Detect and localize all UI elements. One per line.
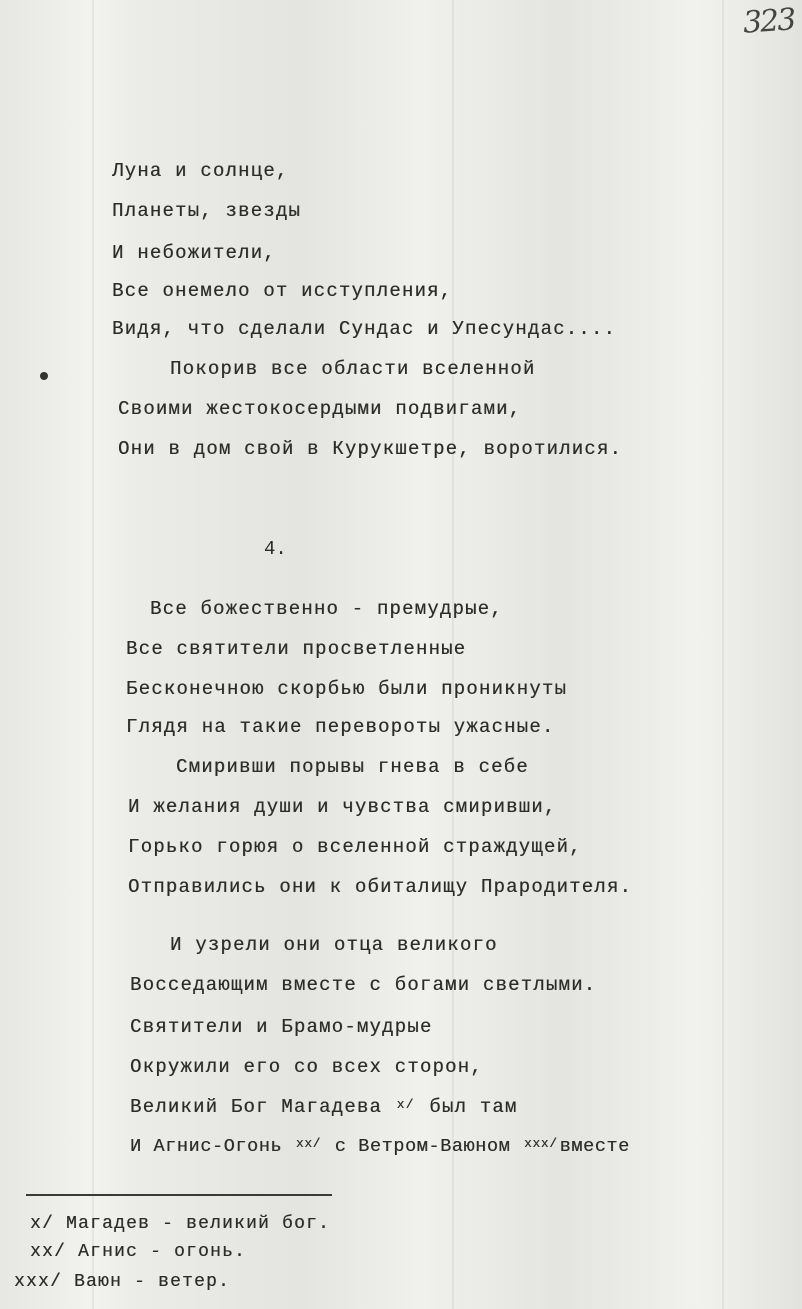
verse-line: Видя, что сделали Сундас и Упесундас.... — [112, 318, 617, 340]
verse-line-mahadeva — [130, 1096, 518, 1118]
footnote: хх/ Агнис - огонь. — [30, 1242, 247, 1262]
scan-streak — [722, 0, 724, 1309]
verse-line: Окружили его со всех сторон, — [130, 1056, 483, 1078]
footnote: х/ Магадев - великий бог. — [30, 1214, 331, 1234]
verse-line: Планеты, звезды — [112, 200, 302, 222]
verse-line: Бесконечною скорбью были проникнуты — [126, 678, 568, 700]
footnote: ххх/ Ваюн - ветер. — [14, 1272, 231, 1292]
verse-line: Они в дом свой в Курукшетре, воротилися. — [118, 438, 623, 460]
footnote-marker: х/ — [396, 1097, 415, 1112]
ink-speck — [40, 372, 48, 380]
verse-line: Глядя на такие перевороты ужасные. — [126, 716, 555, 738]
verse-line: Восседающим вместе с богами светлыми. — [130, 974, 597, 996]
verse-line: Отправились они к обиталищу Прародителя. — [128, 876, 633, 898]
section-number: 4. — [264, 538, 287, 560]
page-number: 323 — [741, 2, 796, 41]
scan-streak — [92, 0, 94, 1309]
verse-line: Своими жестокосердыми подвигами, — [118, 398, 522, 420]
verse-line: Все святители просветленные — [126, 638, 467, 660]
verse-line-agnis — [130, 1136, 630, 1157]
verse-line: Все божественно - премудрые, — [150, 598, 503, 620]
verse-text: с Ветром-Ваюном — [334, 1136, 511, 1157]
verse-text: Великий Бог Магадева — [130, 1096, 383, 1118]
verse-line: Святители и Брамо-мудрые — [130, 1016, 433, 1038]
footnote-divider — [26, 1194, 332, 1196]
footnote-marker: ххх/ — [523, 1136, 558, 1151]
verse-line: И желания души и чувства смиривши, — [128, 796, 557, 818]
footnote-marker: хх/ — [295, 1136, 322, 1151]
verse-text: И Агнис-Огонь — [130, 1136, 283, 1157]
verse-line: И небожители, — [112, 242, 276, 264]
verse-text: вместе — [559, 1136, 630, 1157]
verse-line: Горько горюя о вселенной страждущей, — [128, 836, 582, 858]
verse-line: И узрели они отца великого — [170, 934, 498, 956]
verse-line: Покорив все области вселенной — [170, 358, 536, 380]
verse-text: был там — [429, 1096, 518, 1118]
verse-line: Смиривши порывы гнева в себе — [176, 756, 529, 778]
verse-line: Луна и солнце, — [112, 160, 289, 182]
verse-line: Все онемело от исступления, — [112, 280, 453, 302]
